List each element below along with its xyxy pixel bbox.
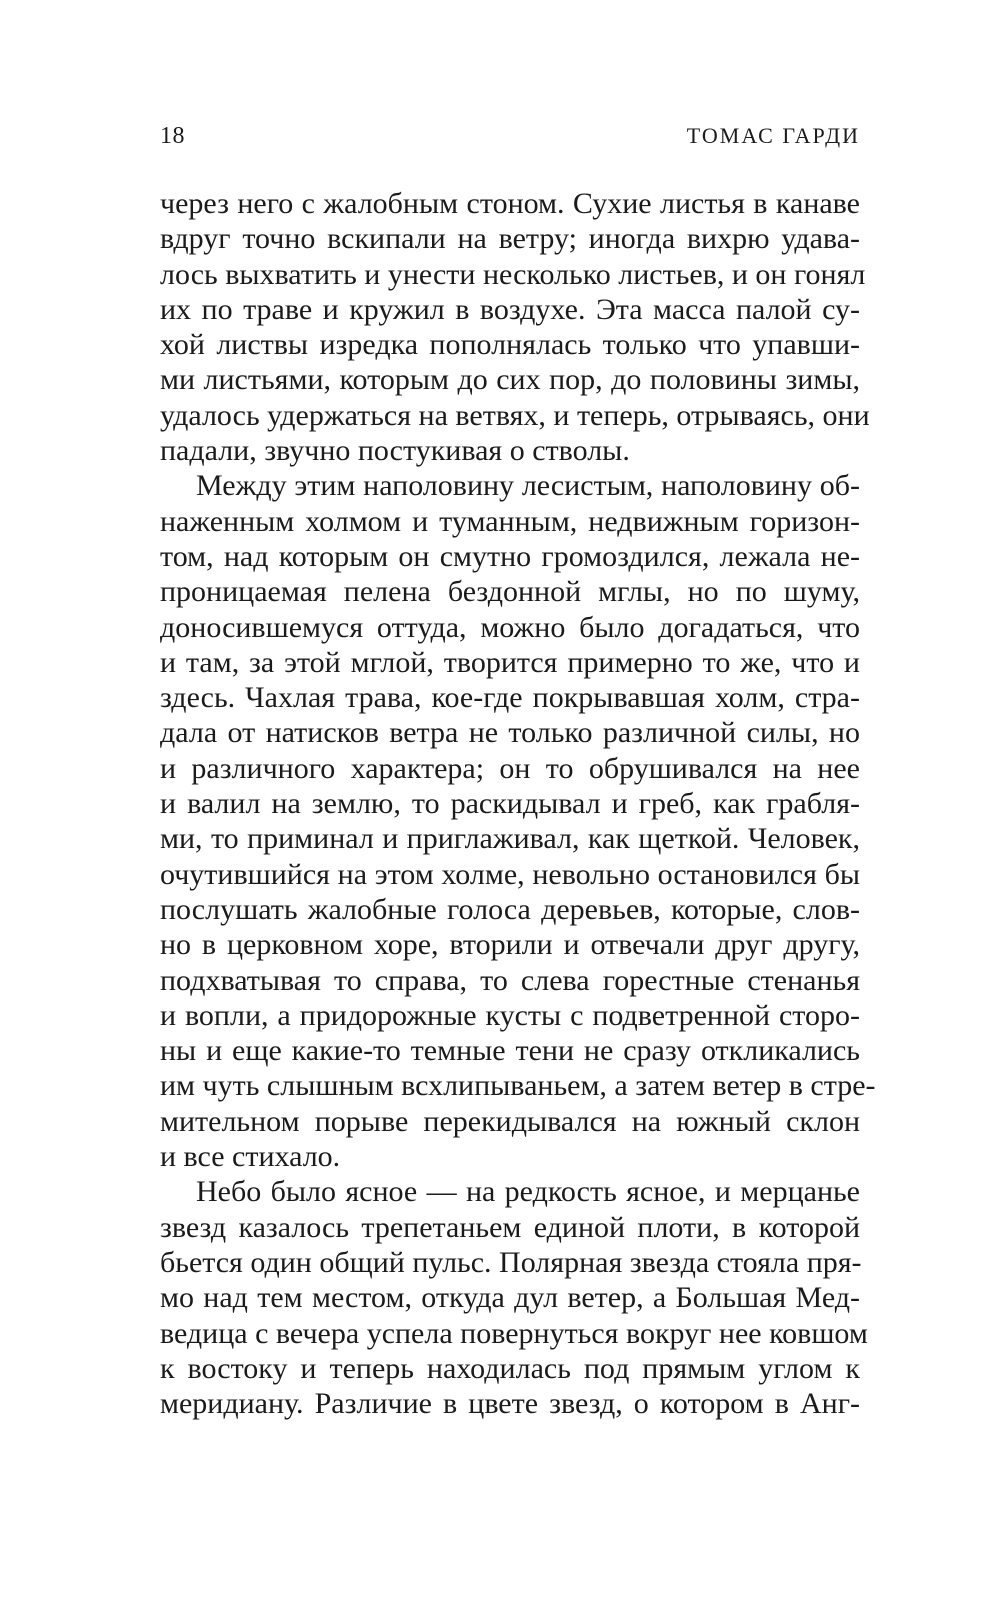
running-head xyxy=(160,118,860,154)
text-line: Между этим наполовину лесистым, наполовину об- xyxy=(196,469,860,503)
text-line: и вопли, а придорожные кусты с подветренной сторо- xyxy=(160,998,860,1032)
text-line: но в церковном хоре, вторили и отвечали друг другу, xyxy=(160,928,860,962)
text-line: послушать жалобные голоса деревьев, которые, слов- xyxy=(160,892,860,926)
text-line: лось выхватить и унести несколько листьев, и он гонял xyxy=(160,257,866,291)
text-line: и различного характера; он то обрушивался на нее xyxy=(160,751,860,785)
text-line: подхватывая то справа, то слева горестные стенанья xyxy=(160,963,860,997)
text-line: очутившийся на этом холме, невольно остановился бы xyxy=(160,857,860,891)
text-line: дала от натисков ветра не только различной силы, но xyxy=(160,716,860,750)
page-number: 18 xyxy=(160,123,185,149)
text-line: том, над которым он смутно громоздился, лежала не- xyxy=(160,539,860,573)
text-line: их по траве и кружил в воздухе. Эта масса палой су- xyxy=(160,292,860,326)
text-line: Небо было ясное — на редкость ясное, и мерцанье xyxy=(196,1175,860,1209)
text-line: к востоку и теперь находилась под прямым углом к xyxy=(160,1351,860,1385)
text-line: наженным холмом и туманным, недвижным горизон- xyxy=(160,504,860,538)
text-line: и валил на землю, то раскидывал и греб, как грабля- xyxy=(160,787,860,821)
text-line: доносившемуся оттуда, можно было догадаться, что xyxy=(160,610,860,644)
text-line: и все стихало. xyxy=(160,1140,341,1174)
text-line: ны и еще какие-то темные тени не сразу откликались xyxy=(160,1034,860,1068)
text-line: удалось удержаться на ветвях, и теперь, отрываясь, они xyxy=(160,398,870,432)
text-line: вдруг точно вскипали на ветру; иногда вихрю удава- xyxy=(160,222,860,256)
text-line: им чуть слышным всхлипываньем, а затем ветер в стре- xyxy=(160,1069,876,1103)
text-line: хой листвы изредка пополнялась только что упавши- xyxy=(160,328,860,362)
text-line: меридиану. Различие в цвете звезд, о котором в Анг- xyxy=(160,1387,860,1421)
text-line: через него с жалобным стоном. Сухие листья в канаве xyxy=(160,187,860,220)
text-line: ведица с вечера успела повернуться вокруг нее ковшом xyxy=(160,1316,868,1350)
text-line: падали, звучно постукивая о стволы. xyxy=(160,434,630,468)
text-line: ми листьями, которым до сих пор, до половины зимы, xyxy=(160,363,860,397)
text-line: звезд казалось трепетаньем единой плоти, в которой xyxy=(160,1210,860,1244)
running-title: ТОМАС ГАРДИ xyxy=(686,123,860,148)
text-line: мо над тем местом, откуда дул ветер, а Большая Мед- xyxy=(160,1281,860,1315)
text-line: мительном порыве перекидывался на южный склон xyxy=(160,1104,860,1138)
text-line: проницаемая пелена бездонной мглы, но по шуму, xyxy=(160,575,860,609)
text-line: бьется один общий пульс. Полярная звезда стояла пря- xyxy=(160,1245,862,1279)
text-line: ми, то приминал и приглаживал, как щеткой. Человек, xyxy=(160,822,860,856)
text-line: здесь. Чахлая трава, кое-где покрывавшая холм, стра- xyxy=(160,681,860,715)
body-text xyxy=(160,186,876,1421)
text-line: и там, за этой мглой, творится примерно то же, что и xyxy=(160,645,860,679)
